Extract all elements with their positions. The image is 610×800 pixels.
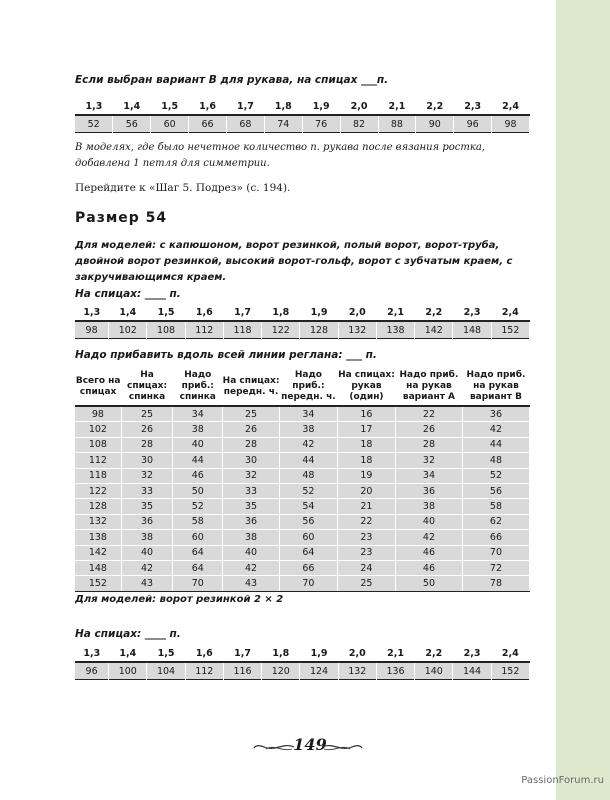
column-header: Надо приб.: передн. ч. xyxy=(279,368,337,406)
value-cell: 128 xyxy=(300,321,338,339)
variant-b-table xyxy=(75,98,530,133)
gauge-cell: 1,9 xyxy=(302,98,340,115)
gauge-cell: 2,0 xyxy=(340,98,378,115)
table-cell: 38 xyxy=(223,530,280,545)
gauge-cell: 1,3 xyxy=(75,645,109,662)
table-cell: 36 xyxy=(121,514,173,529)
raglan-table xyxy=(75,368,530,592)
table-row xyxy=(75,576,530,591)
table-cell: 38 xyxy=(279,422,337,437)
table-cell: 42 xyxy=(462,422,529,437)
table-cell: 60 xyxy=(279,530,337,545)
table-cell: 64 xyxy=(279,545,337,560)
table-row xyxy=(75,530,530,545)
value-row xyxy=(75,662,530,680)
table-cell: 52 xyxy=(279,483,337,498)
value-cell: 152 xyxy=(491,662,529,680)
column-header: На спицах: рукав (один) xyxy=(337,368,395,406)
table-cell: 46 xyxy=(395,545,462,560)
gauge-cell: 2,0 xyxy=(338,645,376,662)
value-cell: 152 xyxy=(491,321,529,339)
table-cell: 36 xyxy=(395,483,462,498)
needles-table-1 xyxy=(75,304,530,339)
table-cell: 32 xyxy=(395,453,462,468)
value-cell: 104 xyxy=(147,662,185,680)
table-cell: 66 xyxy=(279,560,337,575)
raglan-header-row xyxy=(75,368,530,406)
value-cell: 120 xyxy=(262,662,300,680)
table-cell: 23 xyxy=(337,530,395,545)
next-step-link[interactable]: Перейдите к «Шаг 5. Подрез» (с. 194). xyxy=(75,182,291,194)
gauge-cell: 2,2 xyxy=(416,98,454,115)
table-row xyxy=(75,406,530,422)
size-title: Размер 54 xyxy=(75,210,168,226)
gauge-cell: 1,9 xyxy=(300,645,338,662)
table-cell: 18 xyxy=(337,437,395,452)
table-cell: 42 xyxy=(121,560,173,575)
table-cell: 25 xyxy=(223,406,280,422)
table-row xyxy=(75,514,530,529)
table-cell: 26 xyxy=(121,422,173,437)
table-cell: 64 xyxy=(173,545,223,560)
table-cell: 17 xyxy=(337,422,395,437)
value-cell: 122 xyxy=(262,321,300,339)
value-cell: 66 xyxy=(189,115,227,133)
table-cell: 35 xyxy=(223,499,280,514)
table-cell: 72 xyxy=(462,560,529,575)
table-cell: 25 xyxy=(121,406,173,422)
table-cell: 42 xyxy=(223,560,280,575)
table-row xyxy=(75,468,530,483)
gauge-cell: 2,1 xyxy=(376,645,414,662)
models-2x2: Для моделей: ворот резинкой 2 × 2 xyxy=(75,594,284,605)
gauge-cell: 1,6 xyxy=(185,645,223,662)
value-cell: 118 xyxy=(223,321,261,339)
gauge-cell: 2,3 xyxy=(454,98,492,115)
table-cell: 70 xyxy=(279,576,337,591)
value-cell: 76 xyxy=(302,115,340,133)
gauge-cell: 1,3 xyxy=(75,98,113,115)
value-cell: 124 xyxy=(300,662,338,680)
column-header: На спицах: спинка xyxy=(121,368,173,406)
gauge-cell: 2,1 xyxy=(376,304,414,321)
table-cell: 42 xyxy=(279,437,337,452)
value-cell: 112 xyxy=(185,662,223,680)
value-cell: 90 xyxy=(416,115,454,133)
column-header: Надо приб. на рукав вариант В xyxy=(462,368,529,406)
gauge-cell: 1,4 xyxy=(113,98,151,115)
table-cell: 102 xyxy=(75,422,121,437)
needles-heading-2: На спицах: ____ п. xyxy=(75,628,181,640)
column-header: Всего на спицах xyxy=(75,368,121,406)
table-cell: 28 xyxy=(223,437,280,452)
value-row xyxy=(75,321,530,339)
table-cell: 33 xyxy=(223,483,280,498)
table-cell: 38 xyxy=(395,499,462,514)
table-cell: 44 xyxy=(173,453,223,468)
needles-heading-1: На спицах: ____ п. xyxy=(75,288,181,300)
table-cell: 40 xyxy=(121,545,173,560)
table-cell: 48 xyxy=(462,453,529,468)
table-cell: 44 xyxy=(279,453,337,468)
gauge-cell: 1,7 xyxy=(223,304,261,321)
table-cell: 128 xyxy=(75,499,121,514)
right-ornament-icon xyxy=(320,740,364,754)
table-cell: 23 xyxy=(337,545,395,560)
table-cell: 20 xyxy=(337,483,395,498)
table-cell: 21 xyxy=(337,499,395,514)
table-cell: 98 xyxy=(75,406,121,422)
table-cell: 46 xyxy=(395,560,462,575)
value-cell: 56 xyxy=(113,115,151,133)
table-cell: 42 xyxy=(395,530,462,545)
value-cell: 100 xyxy=(109,662,147,680)
table-row xyxy=(75,483,530,498)
table-cell: 32 xyxy=(223,468,280,483)
value-cell: 98 xyxy=(492,115,530,133)
table-cell: 50 xyxy=(395,576,462,591)
raglan-heading: Надо прибавить вдоль всей линии реглана: ___ п. xyxy=(75,349,377,361)
table-row xyxy=(75,545,530,560)
table-cell: 152 xyxy=(75,576,121,591)
table-row xyxy=(75,453,530,468)
value-cell: 142 xyxy=(415,321,453,339)
table-cell: 148 xyxy=(75,560,121,575)
table-cell: 70 xyxy=(173,576,223,591)
gauge-cell: 1,9 xyxy=(300,304,338,321)
column-header: На спицах: передн. ч. xyxy=(223,368,280,406)
gauge-cell: 1,7 xyxy=(223,645,261,662)
table-cell: 132 xyxy=(75,514,121,529)
gauge-row xyxy=(75,645,530,662)
table-cell: 24 xyxy=(337,560,395,575)
table-cell: 50 xyxy=(173,483,223,498)
table-cell: 70 xyxy=(462,545,529,560)
gauge-cell: 1,8 xyxy=(262,645,300,662)
value-cell: 108 xyxy=(147,321,185,339)
table-cell: 78 xyxy=(462,576,529,591)
value-cell: 82 xyxy=(340,115,378,133)
table-cell: 34 xyxy=(279,406,337,422)
value-cell: 138 xyxy=(376,321,414,339)
table-cell: 38 xyxy=(121,530,173,545)
gauge-cell: 1,5 xyxy=(147,304,185,321)
watermark: PassionForum.ru xyxy=(521,775,604,786)
table-cell: 19 xyxy=(337,468,395,483)
table-cell: 40 xyxy=(395,514,462,529)
value-cell: 132 xyxy=(338,662,376,680)
table-cell: 56 xyxy=(279,514,337,529)
value-cell: 52 xyxy=(75,115,113,133)
gauge-cell: 2,1 xyxy=(378,98,416,115)
table-cell: 28 xyxy=(395,437,462,452)
gauge-cell: 1,8 xyxy=(262,304,300,321)
table-cell: 46 xyxy=(173,468,223,483)
table-cell: 58 xyxy=(173,514,223,529)
table-cell: 122 xyxy=(75,483,121,498)
value-cell: 132 xyxy=(338,321,376,339)
gauge-cell: 1,8 xyxy=(264,98,302,115)
table-cell: 66 xyxy=(462,530,529,545)
table-cell: 40 xyxy=(223,545,280,560)
table-row xyxy=(75,437,530,452)
table-cell: 35 xyxy=(121,499,173,514)
gauge-cell: 1,4 xyxy=(109,304,147,321)
table-cell: 32 xyxy=(121,468,173,483)
table-cell: 52 xyxy=(462,468,529,483)
value-cell: 88 xyxy=(378,115,416,133)
table-cell: 38 xyxy=(173,422,223,437)
table-cell: 26 xyxy=(223,422,280,437)
gauge-row xyxy=(75,98,530,115)
table-cell: 34 xyxy=(395,468,462,483)
table-cell: 36 xyxy=(223,514,280,529)
table-row xyxy=(75,499,530,514)
table-cell: 52 xyxy=(173,499,223,514)
gauge-row xyxy=(75,304,530,321)
gauge-cell: 2,2 xyxy=(415,304,453,321)
table-cell: 54 xyxy=(279,499,337,514)
table-cell: 142 xyxy=(75,545,121,560)
symmetry-note: В моделях, где было нечетное количество п. рукава после вязания ростка, добавлена 1 петля для симметрии. xyxy=(75,142,485,169)
value-cell: 98 xyxy=(75,321,109,339)
needles-table-2 xyxy=(75,645,530,680)
models-description: Для моделей: с капюшоном, ворот резинкой, полый ворот, ворот-труба, двойной ворот резинкой, высокий ворот-гольф, ворот с зубчатым краем, с закручивающимся краем. xyxy=(75,240,513,283)
table-cell: 108 xyxy=(75,437,121,452)
gauge-cell: 2,3 xyxy=(453,304,491,321)
gauge-cell: 2,4 xyxy=(492,98,530,115)
table-cell: 44 xyxy=(462,437,529,452)
value-row xyxy=(75,115,530,133)
value-cell: 60 xyxy=(151,115,189,133)
value-cell: 136 xyxy=(376,662,414,680)
table-cell: 30 xyxy=(223,453,280,468)
gauge-cell: 2,0 xyxy=(338,304,376,321)
table-cell: 43 xyxy=(223,576,280,591)
table-cell: 64 xyxy=(173,560,223,575)
table-cell: 34 xyxy=(173,406,223,422)
column-header: Надо приб.: спинка xyxy=(173,368,223,406)
table-cell: 22 xyxy=(395,406,462,422)
gauge-cell: 2,4 xyxy=(491,645,529,662)
value-cell: 148 xyxy=(453,321,491,339)
value-cell: 144 xyxy=(453,662,491,680)
table-cell: 118 xyxy=(75,468,121,483)
table-cell: 16 xyxy=(337,406,395,422)
gauge-cell: 1,5 xyxy=(147,645,185,662)
value-cell: 96 xyxy=(75,662,109,680)
value-cell: 96 xyxy=(454,115,492,133)
value-cell: 74 xyxy=(264,115,302,133)
table-cell: 60 xyxy=(173,530,223,545)
gauge-cell: 2,4 xyxy=(491,304,529,321)
table-cell: 33 xyxy=(121,483,173,498)
gauge-cell: 1,4 xyxy=(109,645,147,662)
page-number: 149 xyxy=(293,735,327,754)
gauge-cell: 2,3 xyxy=(453,645,491,662)
table-cell: 56 xyxy=(462,483,529,498)
side-strip xyxy=(556,0,610,800)
gauge-cell: 1,3 xyxy=(75,304,109,321)
table-cell: 112 xyxy=(75,453,121,468)
gauge-cell: 1,5 xyxy=(151,98,189,115)
value-cell: 140 xyxy=(415,662,453,680)
table-cell: 30 xyxy=(121,453,173,468)
table-cell: 22 xyxy=(337,514,395,529)
gauge-cell: 1,7 xyxy=(227,98,265,115)
table-row xyxy=(75,560,530,575)
table-cell: 58 xyxy=(462,499,529,514)
table-cell: 62 xyxy=(462,514,529,529)
table-row xyxy=(75,422,530,437)
table-cell: 43 xyxy=(121,576,173,591)
table-cell: 28 xyxy=(121,437,173,452)
gauge-cell: 1,6 xyxy=(185,304,223,321)
value-cell: 102 xyxy=(109,321,147,339)
table-cell: 36 xyxy=(462,406,529,422)
value-cell: 116 xyxy=(223,662,261,680)
column-header: Надо приб. на рукав вариант А xyxy=(395,368,462,406)
gauge-cell: 1,6 xyxy=(189,98,227,115)
table-cell: 40 xyxy=(173,437,223,452)
table-cell: 48 xyxy=(279,468,337,483)
table-cell: 26 xyxy=(395,422,462,437)
value-cell: 112 xyxy=(185,321,223,339)
gauge-cell: 2,2 xyxy=(415,645,453,662)
table-cell: 138 xyxy=(75,530,121,545)
table-cell: 18 xyxy=(337,453,395,468)
table-cell: 25 xyxy=(337,576,395,591)
variant-b-heading: Если выбран вариант В для рукава, на спицах ___п. xyxy=(75,74,389,86)
value-cell: 68 xyxy=(227,115,265,133)
